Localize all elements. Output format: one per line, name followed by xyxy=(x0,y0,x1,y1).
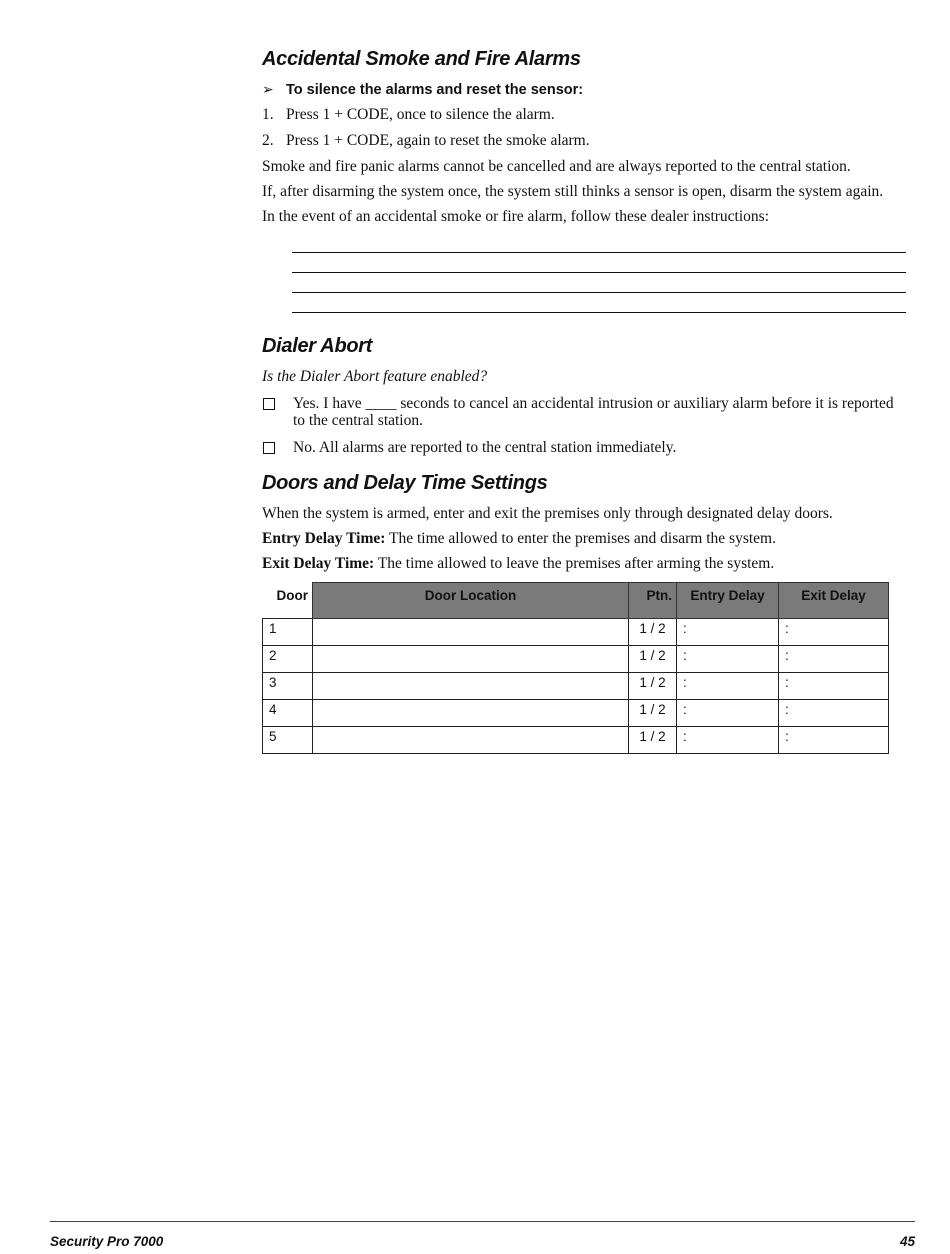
header-entry-delay: Entry Delay xyxy=(677,583,779,619)
table-header-row xyxy=(263,583,889,619)
partition-cell: 1 / 2 xyxy=(629,700,677,727)
step-number: 2. xyxy=(262,132,274,149)
smoke-paragraph-1: Smoke and fire panic alarms cannot be cancelled and are always reported to the central station. xyxy=(262,158,851,175)
header-partition: Ptn. xyxy=(629,583,677,619)
header-exit-delay: Exit Delay xyxy=(779,583,889,619)
door-number: 5 xyxy=(263,727,313,754)
door-number: 1 xyxy=(263,619,313,646)
door-location-cell[interactable] xyxy=(313,619,629,646)
page-footer xyxy=(50,1221,915,1249)
exit-delay-cell[interactable]: : xyxy=(779,700,889,727)
exit-delay-cell[interactable]: : xyxy=(779,673,889,700)
door-number: 3 xyxy=(263,673,313,700)
instruction-line[interactable] xyxy=(292,253,906,273)
door-location-cell[interactable] xyxy=(313,727,629,754)
silence-heading-text: To silence the alarms and reset the sensor: xyxy=(286,81,584,98)
partition-cell: 1 / 2 xyxy=(629,673,677,700)
door-location-cell[interactable] xyxy=(313,700,629,727)
option-text: No. All alarms are reported to the central station immediately. xyxy=(293,439,677,456)
door-delay-table xyxy=(262,582,889,754)
door-number: 4 xyxy=(263,700,313,727)
doors-intro: When the system is armed, enter and exit the premises only through designated delay doors. xyxy=(262,505,833,522)
smoke-paragraph-2: If, after disarming the system once, the system still thinks a sensor is open, disarm the system again. xyxy=(262,183,884,200)
partition-cell: 1 / 2 xyxy=(629,619,677,646)
doors-section-title: Doors and Delay Time Settings xyxy=(262,472,548,494)
dialer-option-no xyxy=(262,439,908,456)
footer-product-name: Security Pro 7000 xyxy=(50,1234,164,1249)
entry-delay-definition xyxy=(262,530,908,547)
smoke-section-title: Accidental Smoke and Fire Alarms xyxy=(262,48,581,70)
checkbox-icon[interactable] xyxy=(263,398,275,410)
door-location-cell[interactable] xyxy=(313,646,629,673)
step-text: Press 1 + CODE, once to silence the alarm. xyxy=(286,106,555,123)
dialer-question: Is the Dialer Abort feature enabled? xyxy=(262,368,488,385)
instruction-line[interactable] xyxy=(292,233,906,253)
exit-delay-cell[interactable]: : xyxy=(779,646,889,673)
entry-delay-text: The time allowed to enter the premises and disarm the system. xyxy=(385,530,776,547)
table-row xyxy=(263,619,889,646)
step-text: Press 1 + CODE, again to reset the smoke alarm. xyxy=(286,132,590,149)
header-door: Door xyxy=(263,583,313,619)
exit-delay-text: The time allowed to leave the premises after arming the system. xyxy=(374,555,775,572)
step-number: 1. xyxy=(262,106,274,123)
header-door-location: Door Location xyxy=(313,583,629,619)
exit-delay-cell[interactable]: : xyxy=(779,619,889,646)
dealer-instruction-lines xyxy=(292,233,908,313)
entry-delay-cell[interactable]: : xyxy=(677,700,779,727)
exit-delay-definition xyxy=(262,555,908,572)
dialer-section-title: Dialer Abort xyxy=(262,335,373,357)
instruction-line[interactable] xyxy=(292,293,906,313)
step-1 xyxy=(262,106,908,123)
table-row xyxy=(263,646,889,673)
arrow-bullet-icon: ➢ xyxy=(262,81,274,97)
exit-delay-label: Exit Delay Time: xyxy=(262,555,375,572)
footer-page-number: 45 xyxy=(899,1234,915,1249)
table-row xyxy=(263,727,889,754)
dialer-option-yes xyxy=(262,395,908,429)
entry-delay-cell[interactable]: : xyxy=(677,646,779,673)
partition-cell: 1 / 2 xyxy=(629,727,677,754)
checkbox-icon[interactable] xyxy=(263,442,275,454)
door-number: 2 xyxy=(263,646,313,673)
exit-delay-cell[interactable]: : xyxy=(779,727,889,754)
entry-delay-label: Entry Delay Time: xyxy=(262,530,386,547)
instruction-line[interactable] xyxy=(292,273,906,293)
step-2 xyxy=(262,132,908,149)
entry-delay-cell[interactable]: : xyxy=(677,727,779,754)
table-row xyxy=(263,673,889,700)
option-text: Yes. I have ____ seconds to cancel an accidental intrusion or auxiliary alarm before it is reported to the central station. xyxy=(293,395,894,429)
smoke-paragraph-3: In the event of an accidental smoke or fire alarm, follow these dealer instructions: xyxy=(262,208,770,225)
page-content xyxy=(262,48,908,754)
entry-delay-cell[interactable]: : xyxy=(677,619,779,646)
silence-instructions-heading xyxy=(262,81,908,98)
partition-cell: 1 / 2 xyxy=(629,646,677,673)
table-row xyxy=(263,700,889,727)
door-location-cell[interactable] xyxy=(313,673,629,700)
entry-delay-cell[interactable]: : xyxy=(677,673,779,700)
